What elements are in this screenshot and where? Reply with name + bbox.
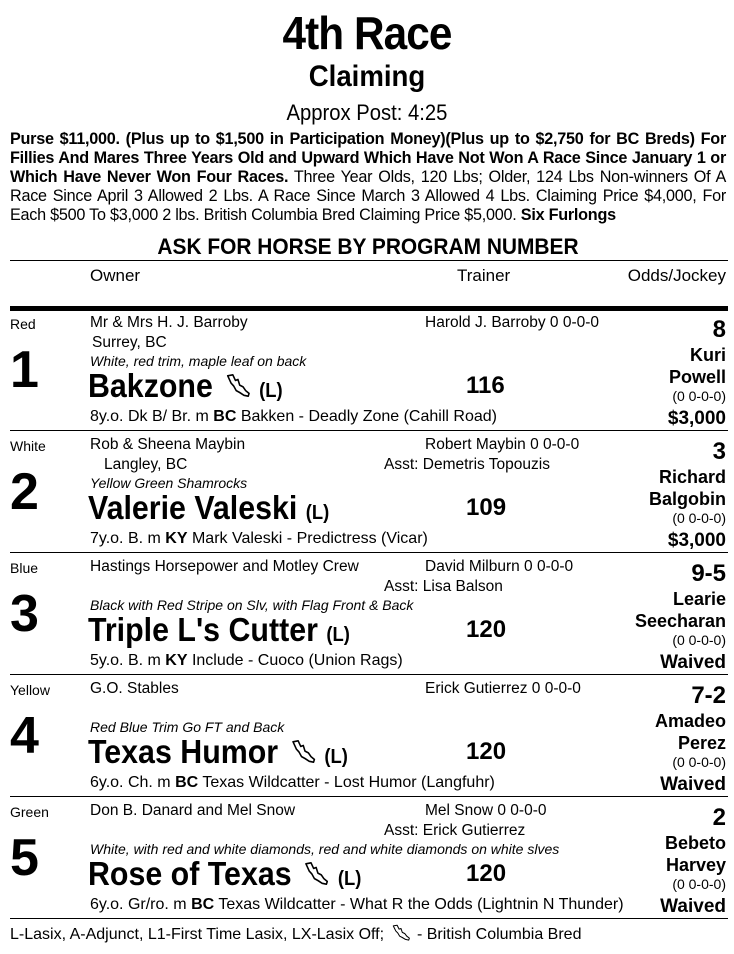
saddle-cloth-color: Yellow	[10, 682, 50, 698]
age-sex: 8y.o. Dk B/ Br. m	[90, 408, 214, 425]
bred-state: BC	[191, 896, 215, 913]
horse-name: Rose of Texas	[88, 855, 292, 892]
saddle-cloth-color: White	[10, 438, 46, 454]
horse-name: Bakzone	[88, 367, 213, 404]
post-time: Approx Post: 4:25	[286, 100, 448, 125]
program-number-banner: ASK FOR HORSE BY PROGRAM NUMBER	[157, 234, 579, 259]
jockey-record: (0 0-0-0)	[672, 754, 726, 770]
jockey-record: (0 0-0-0)	[672, 388, 726, 404]
owner-column-header: Owner	[90, 266, 141, 285]
morning-line-odds: 7-2	[691, 682, 726, 709]
pedigree: Include - Cuoco (Union Rags)	[187, 652, 403, 669]
owner-name: Don B. Danard and Mel Snow	[90, 802, 296, 819]
saddle-cloth-color: Green	[10, 804, 49, 820]
jockey-last-name: Perez	[677, 733, 726, 753]
weight: 116	[466, 372, 505, 399]
jockey-name	[669, 344, 726, 388]
claiming-price: Waived	[660, 896, 726, 917]
bred-state: KY	[165, 652, 188, 669]
jockey-last-name: Powell	[668, 367, 726, 387]
claiming-price: Waived	[660, 652, 726, 673]
legend-footer	[10, 924, 581, 944]
pedigree: Bakken - Deadly Zone (Cahill Road)	[236, 408, 497, 425]
pedigree: Mark Valeski - Predictress (Vicar)	[187, 530, 428, 547]
saddle-cloth-color: Blue	[10, 560, 39, 576]
entry-row	[0, 552, 734, 674]
horse-name: Triple L's Cutter	[88, 611, 318, 648]
pedigree: Texas Wildcatter - Lost Humor (Langfuhr)	[198, 774, 495, 791]
bred-state: BC	[175, 774, 199, 791]
trainer-name: David Milburn 0 0-0-0	[425, 558, 574, 575]
silks-description: White, with red and white diamonds, red and white diamonds on white slves	[90, 841, 560, 857]
claiming-price: Waived	[660, 774, 726, 795]
program-number: 5	[10, 829, 39, 887]
jockey-first-name: Bebeto	[664, 833, 726, 853]
breeding-line	[90, 408, 497, 426]
entry-row	[0, 430, 734, 552]
age-sex: 7y.o. B. m	[90, 530, 166, 547]
conditions-bold: Purse $11,000. (Plus up to $1,500 in Participation Money)(Plus up to $2,750 for BC Breds) For Fillies And Mares Three Years Old and Upward Which Have Not Won A Race Since January 1 or Which Have Never Won Four Races.	[10, 130, 726, 186]
horse-name: Valerie Valeski	[88, 489, 298, 526]
jockey-last-name: Balgobin	[649, 489, 726, 509]
silks-description: Yellow Green Shamrocks	[90, 475, 248, 491]
breeding-line	[90, 652, 403, 670]
jockey-name	[665, 832, 726, 876]
bc-bred-label: - British Columbia Bred	[416, 926, 582, 943]
trainer-column-header: Trainer	[457, 266, 511, 285]
odds-jockey-column-header: Odds/Jockey	[627, 266, 726, 285]
silks-description: Red Blue Trim Go FT and Back	[90, 719, 285, 735]
morning-line-odds: 8	[712, 316, 726, 343]
weight: 120	[466, 860, 507, 887]
horse-name-line	[88, 610, 350, 655]
program-number: 4	[10, 707, 39, 765]
jockey-name	[635, 588, 726, 632]
race-distance: Six Furlongs	[520, 206, 616, 224]
medication: (L)	[305, 502, 330, 524]
silks-description: Black with Red Stripe on Slv, with Flag Front & Back	[90, 597, 414, 613]
jockey-first-name: Kuri	[690, 345, 726, 365]
owner-location: Langley, BC	[104, 456, 188, 473]
assistant-trainer: Asst: Lisa Balson	[384, 578, 503, 595]
age-sex: 6y.o. Ch. m	[90, 774, 176, 791]
owner-name: Mr & Mrs H. J. Barroby	[90, 314, 248, 331]
legend-text: L-Lasix, A-Adjunct, L1-First Time Lasix, LX-Lasix Off;	[10, 926, 385, 943]
race-type: Claiming	[308, 60, 426, 93]
jockey-record: (0 0-0-0)	[672, 510, 726, 526]
entry-divider	[10, 918, 728, 919]
program-number: 3	[10, 585, 39, 643]
owner-name: Rob & Sheena Maybin	[90, 436, 246, 453]
pedigree: Texas Wildcatter - What R the Odds (Lightnin N Thunder)	[214, 896, 624, 913]
jockey-first-name: Richard	[658, 467, 726, 487]
owner-name: Hastings Horsepower and Motley Crew	[90, 558, 359, 575]
jockey-record: (0 0-0-0)	[672, 876, 726, 892]
breeding-line	[90, 774, 495, 792]
banner-divider	[10, 260, 728, 261]
silks-description: White, red trim, maple leaf on back	[90, 353, 307, 369]
medication: (L)	[324, 746, 348, 768]
bc-province-icon	[304, 861, 330, 887]
medication: (L)	[259, 380, 283, 402]
age-sex: 6y.o. Gr/ro. m	[90, 896, 192, 913]
weight: 120	[466, 738, 507, 765]
weight: 109	[466, 494, 507, 521]
entry-row	[0, 796, 734, 918]
entry-row	[0, 674, 734, 796]
medication: (L)	[337, 868, 362, 890]
jockey-last-name: Seecharan	[634, 611, 726, 631]
saddle-cloth-color: Red	[10, 316, 36, 332]
morning-line-odds: 9-5	[691, 560, 726, 587]
bc-province-icon	[391, 924, 411, 942]
owner-location: Surrey, BC	[92, 334, 167, 351]
trainer-name: Erick Gutierrez 0 0-0-0	[425, 680, 581, 697]
horse-name-line	[88, 732, 348, 777]
entry-row	[0, 308, 734, 430]
bred-state: BC	[213, 408, 237, 425]
jockey-first-name: Learie	[672, 589, 726, 609]
assistant-trainer: Asst: Demetris Topouzis	[384, 456, 550, 473]
trainer-name: Mel Snow 0 0-0-0	[425, 802, 547, 819]
horse-name-line	[88, 488, 329, 533]
breeding-line	[90, 530, 428, 548]
bc-province-icon	[225, 373, 251, 399]
jockey-first-name: Amadeo	[654, 711, 726, 731]
medication: (L)	[326, 624, 350, 646]
race-title: 4th Race	[282, 7, 452, 59]
race-conditions	[10, 130, 726, 225]
claiming-price: $3,000	[667, 530, 726, 551]
program-number: 2	[10, 463, 39, 521]
horse-name-line	[88, 366, 283, 411]
claiming-price: $3,000	[667, 408, 726, 429]
program-number: 1	[10, 341, 39, 399]
weight: 120	[466, 616, 507, 643]
jockey-name	[655, 710, 726, 754]
breeding-line	[90, 896, 624, 914]
trainer-name: Robert Maybin 0 0-0-0	[425, 436, 580, 453]
morning-line-odds: 2	[712, 804, 726, 831]
morning-line-odds: 3	[712, 438, 726, 465]
jockey-last-name: Harvey	[665, 855, 726, 875]
assistant-trainer: Asst: Erick Gutierrez	[384, 822, 526, 839]
bc-province-icon	[290, 739, 316, 765]
owner-name: G.O. Stables	[90, 680, 179, 697]
horse-name-line	[88, 854, 361, 899]
horse-name: Texas Humor	[88, 733, 279, 770]
jockey-record: (0 0-0-0)	[672, 632, 726, 648]
trainer-name: Harold J. Barroby 0 0-0-0	[425, 314, 600, 331]
bred-state: KY	[165, 530, 188, 547]
jockey-name	[649, 466, 726, 510]
age-sex: 5y.o. B. m	[90, 652, 166, 669]
conditions-regular: Three Year Olds, 120 Lbs; Older, 124 Lbs Non-winners Of A Race Since April 3 Allowed 2 Lbs. A Race Since March 3 Allowed 4 Lbs. Claiming Price $4,000, For Each $500 To $3,000 2 lbs. British Columbia Bred Claiming Price $5,000.	[10, 168, 726, 224]
